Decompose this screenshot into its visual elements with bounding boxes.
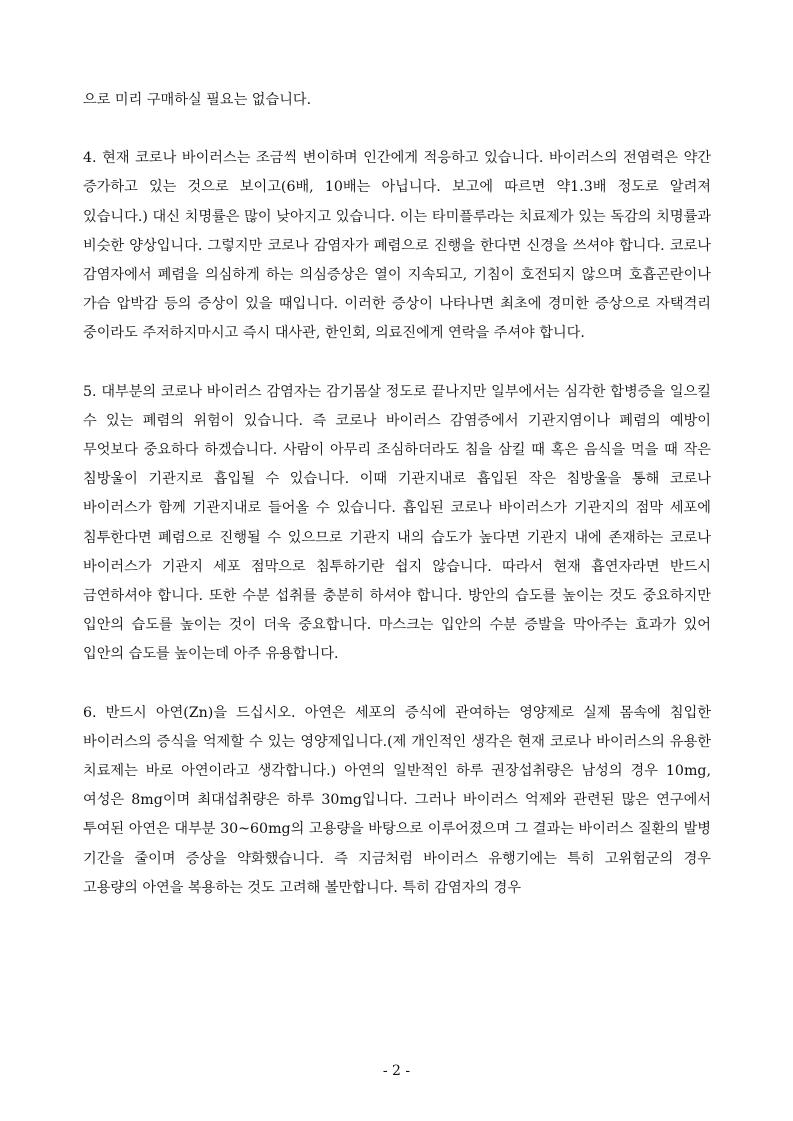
page-number: - 2 - [382, 1063, 411, 1079]
paragraph-item-5: 5. 대부분의 코로나 바이러스 감염자는 감기몸살 정도로 끝나지만 일부에서는 심각한 합병증을 일으킬 수 있는 폐렴의 위험이 있습니다. 즉 코로나 바이러스 감염증에서 기관지염이나 폐렴의 예방이 무엇보다 중요하다 하겠습니다. 사람이 아무리 조심하더라도 침을 삼킬 때 혹은 음식을 먹을 때 작은 침방울이 기관지로 흡입될 수 있습니다. 이때 기관지내로 흡입된 작은 침방울을 통해 코로나 바이러스가 함께 기관지내로 들어올 수 있습니다. 흡입된 코로나 바이러스가 기관지의 점막 세포에 침투한다면 폐렴으로 진행될 수 있으므로 기관지 내의 습도가 높다면 기관지 내에 존재하는 코로나 바이러스가 기관지 세포 점막으로 침투하기란 쉽지 않습니다. 따라서 현재 흡연자라면 반드시 금연하셔야 합니다. 또한 수분 섭취를 충분히 하셔야 합니다. 방안의 습도를 높이는 것도 중요하지만 입안의 습도를 높이는 것이 더욱 중요합니다. 마스크는 입안의 수분 증발을 막아주는 효과가 있어 입안의 습도를 높이는데 아주 유용합니다. [83, 383, 711, 663]
paragraph-continuation: 으로 미리 구매하실 필요는 없습니다. [83, 92, 312, 108]
paragraph-item-6: 6. 반드시 아연(Zn)을 드십시오. 아연은 세포의 증식에 관여하는 영양제로 실제 몸속에 침입한 바이러스의 증식을 억제할 수 있는 영양제입니다.(제 개인적인 생각은 현재 코로나 바이러스의 유용한 치료제는 바로 아연이라고 생각합니다.) 아연의 일반적인 하루 권장섭취량은 남성의 경우 10mg, 여성은 8mg이며 최대섭취량은 하루 30mg입니다. 그러나 바이러스 억제와 관련된 많은 연구에서 투여된 아연은 대부분 30~60mg의 고용량을 바탕으로 이루어졌으며 그 결과는 바이러스 질환의 발병 기간을 줄이며 증상을 약화했습니다. 즉 지금처럼 바이러스 유행기에는 특히 고위험군의 경우 고용량의 아연을 복용하는 것도 고려해 볼만합니다. 특히 감염자의 경우 [83, 704, 711, 896]
document-body [83, 86, 711, 932]
paragraph-item-4: 4. 현재 코로나 바이러스는 조금씩 변이하며 인간에게 적응하고 있습니다. 바이러스의 전염력은 약간 증가하고 있는 것으로 보이고(6배, 10배는 아닙니다. 보고에 따르면 약1.3배 정도로 알려져 있습니다.) 대신 치명률은 많이 낮아지고 있습니다. 이는 타미플루라는 치료제가 있는 독감의 치명률과 비슷한 양상입니다. 그렇지만 코로나 감염자가 폐렴으로 진행을 한다면 신경을 쓰셔야 합니다. 코로나 감염자에서 폐렴을 의심하게 하는 의심증상은 열이 지속되고, 기침이 호전되지 않으며 호흡곤란이나 가슴 압박감 등의 증상이 있을 때입니다. 이러한 증상이 나타나면 최초에 경미한 증상으로 자택격리 중이라도 주저하지마시고 즉시 대사관, 한인회, 의료진에게 연락을 주셔야 합니다. [83, 150, 711, 342]
